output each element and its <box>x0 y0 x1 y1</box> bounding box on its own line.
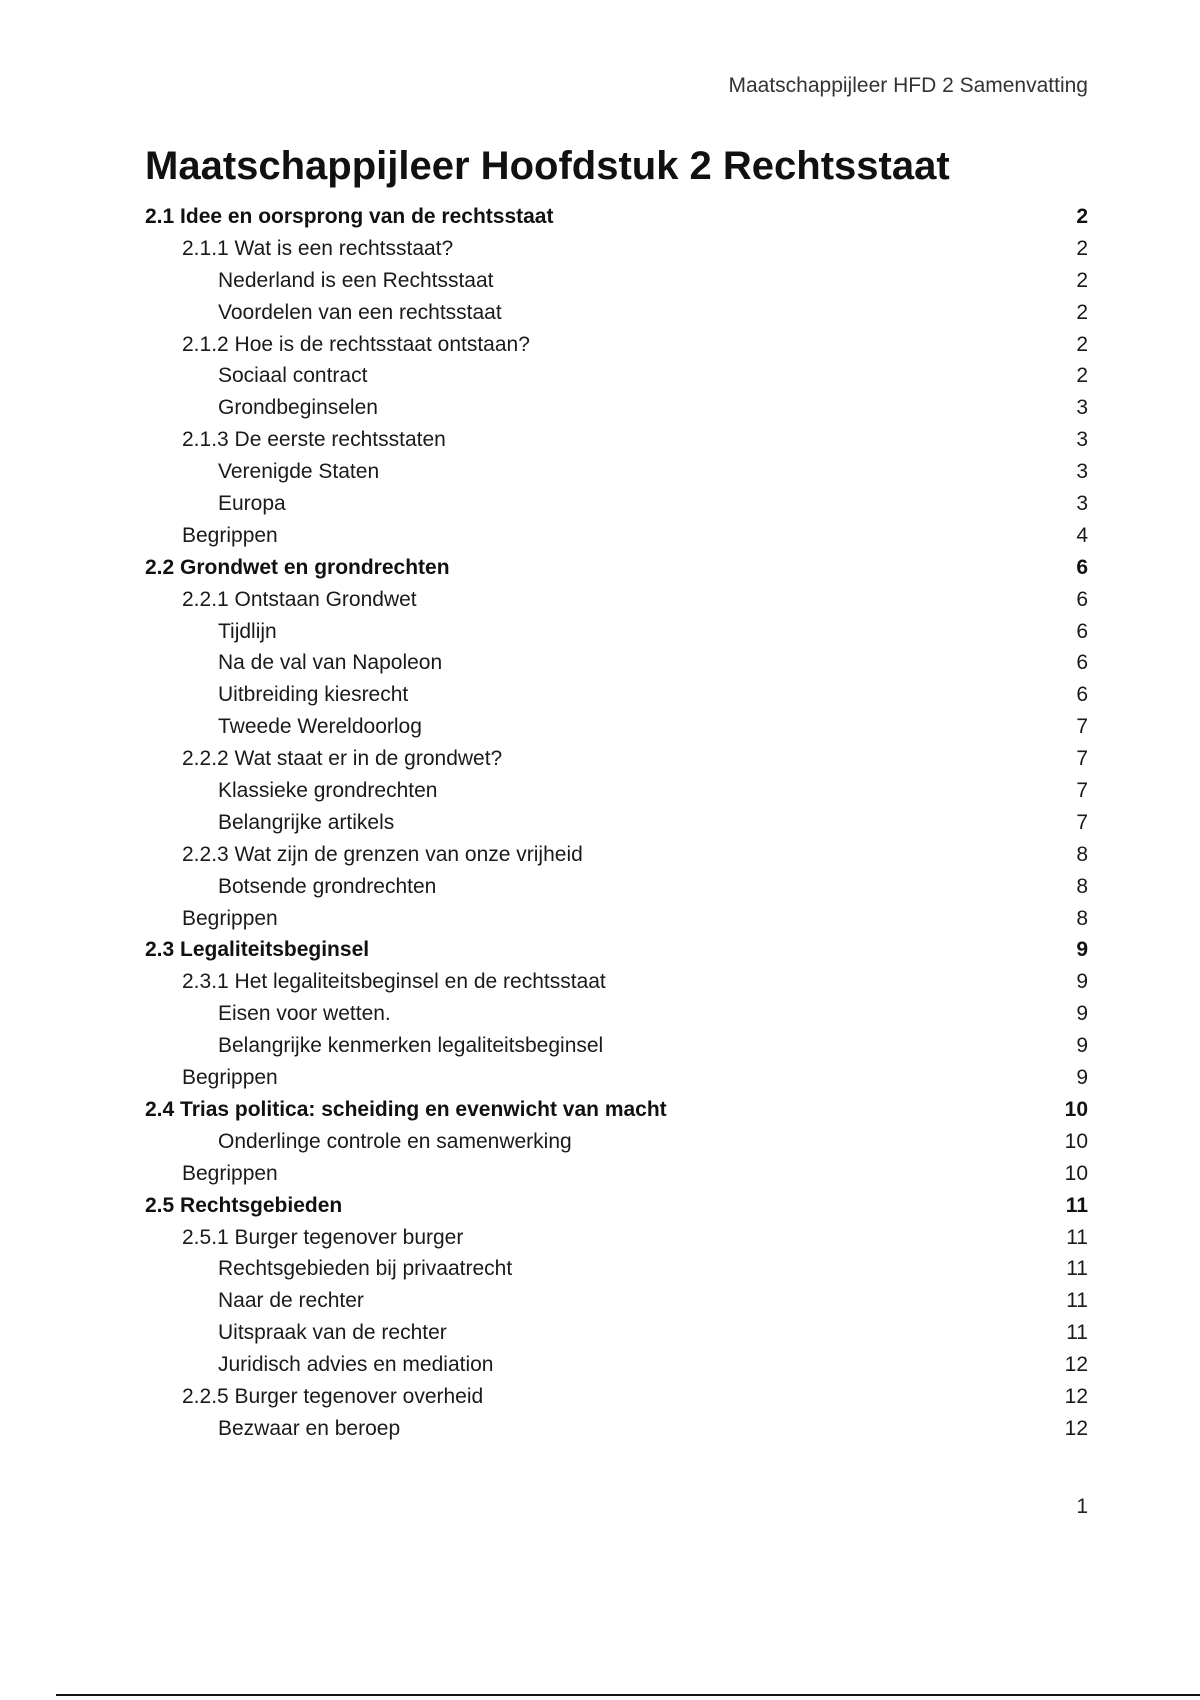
toc-entry[interactable] <box>145 998 1088 1030</box>
toc-entry[interactable] <box>145 1094 1088 1126</box>
toc-entry-label: Eisen voor wetten. <box>218 1002 391 1026</box>
running-header: Maatschappijleer HFD 2 Samenvatting <box>728 74 1088 97</box>
toc-entry-label: 2.2.1 Ontstaan Grondwet <box>182 587 417 611</box>
toc-entry[interactable] <box>145 1349 1088 1381</box>
toc-entry-label: Uitbreiding kiesrecht <box>218 683 409 707</box>
toc-entry-label: 2.3 Legaliteitsbeginsel <box>145 938 370 962</box>
toc-entry[interactable] <box>145 679 1088 711</box>
toc-entry[interactable] <box>145 647 1088 679</box>
toc-entry[interactable] <box>145 1253 1088 1285</box>
toc-entry-page: 6 <box>1076 555 1088 579</box>
toc-entry-page: 3 <box>1076 396 1088 420</box>
toc-entry-page: 12 <box>1064 1416 1088 1440</box>
toc-entry-page: 9 <box>1076 1066 1088 1090</box>
toc-entry-label: Begrippen <box>182 523 278 547</box>
toc-entry-label: Nederland is een Rechtsstaat <box>218 268 494 292</box>
toc-entry[interactable] <box>145 456 1088 488</box>
toc-entry-label: Begrippen <box>182 1066 278 1090</box>
toc-entry-label: Juridisch advies en mediation <box>218 1353 494 1377</box>
document-title: Maatschappijleer Hoofdstuk 2 Rechtsstaat <box>145 144 950 188</box>
toc-entry-label: 2.2.2 Wat staat er in de grondwet? <box>182 747 503 771</box>
toc-entry-page: 9 <box>1076 1002 1088 1026</box>
toc-entry-label: 2.1 Idee en oorsprong van de rechtsstaat <box>145 205 554 228</box>
toc-entry-page: 2 <box>1076 268 1088 292</box>
toc-entry-page: 6 <box>1076 619 1088 643</box>
toc-entry[interactable] <box>145 711 1088 743</box>
table-of-contents <box>145 201 1088 1445</box>
toc-entry-page: 7 <box>1076 715 1088 739</box>
toc-entry-label: Rechtsgebieden bij privaatrecht <box>218 1257 513 1281</box>
toc-entry-page: 11 <box>1065 1193 1088 1217</box>
toc-entry[interactable] <box>145 233 1088 265</box>
toc-entry-label: 2.3.1 Het legaliteitsbeginsel en de rechtsstaat <box>182 970 606 994</box>
toc-entry-page: 12 <box>1064 1384 1088 1408</box>
toc-entry[interactable] <box>145 807 1088 839</box>
toc-entry-page: 3 <box>1076 460 1088 484</box>
toc-entry-page: 2 <box>1076 236 1088 260</box>
toc-entry-page: 7 <box>1076 747 1088 771</box>
toc-entry-label: Naar de rechter <box>218 1289 364 1313</box>
toc-entry-page: 9 <box>1076 938 1088 962</box>
toc-entry[interactable] <box>145 934 1088 966</box>
toc-entry-page: 8 <box>1076 842 1088 866</box>
toc-entry-label: Botsende grondrechten <box>218 874 437 898</box>
toc-entry-label: 2.5 Rechtsgebieden <box>145 1193 343 1217</box>
toc-entry-page: 11 <box>1066 1225 1088 1249</box>
toc-entry-page: 10 <box>1064 1161 1088 1185</box>
toc-entry-page: 11 <box>1066 1257 1088 1281</box>
toc-entry[interactable] <box>145 1317 1088 1349</box>
toc-entry-page: 8 <box>1076 906 1088 930</box>
toc-entry-page: 6 <box>1076 683 1088 707</box>
toc-entry-label: Sociaal contract <box>218 364 368 388</box>
toc-entry-label: Tweede Wereldoorlog <box>218 715 422 739</box>
toc-entry-page: 2 <box>1076 364 1088 388</box>
toc-entry-page: 6 <box>1076 587 1088 611</box>
toc-entry[interactable] <box>145 1158 1088 1190</box>
toc-entry-page: 4 <box>1076 523 1088 547</box>
toc-entry-page: 8 <box>1076 874 1088 898</box>
toc-entry[interactable] <box>145 1190 1088 1222</box>
toc-entry-label: Na de val van Napoleon <box>218 651 443 675</box>
toc-entry-page: 7 <box>1076 810 1088 834</box>
toc-entry-page: 10 <box>1064 1097 1088 1121</box>
toc-entry-label: Onderlinge controle en samenwerking <box>218 1129 572 1153</box>
toc-entry-label: 2.4 Trias politica: scheiding en evenwicht van macht <box>145 1097 667 1121</box>
toc-entry[interactable] <box>145 903 1088 935</box>
toc-entry[interactable] <box>145 966 1088 998</box>
toc-entry[interactable] <box>145 775 1088 807</box>
toc-entry[interactable] <box>145 1030 1088 1062</box>
toc-entry-page: 7 <box>1076 779 1088 803</box>
toc-entry[interactable] <box>145 265 1088 297</box>
toc-entry-label: Grondbeginselen <box>218 396 378 420</box>
toc-entry-label: Begrippen <box>182 906 278 930</box>
toc-entry-label: Belangrijke artikels <box>218 810 395 834</box>
toc-entry-label: 2.1.2 Hoe is de rechtsstaat ontstaan? <box>182 332 530 356</box>
toc-entry-page: 11 <box>1066 1321 1088 1345</box>
toc-entry[interactable] <box>145 871 1088 903</box>
bottom-divider <box>56 1694 1200 1696</box>
toc-entry-page: 3 <box>1076 428 1088 452</box>
toc-entry-label: 2.2.3 Wat zijn de grenzen van onze vrijheid <box>182 842 583 866</box>
toc-entry-label: Begrippen <box>182 1161 278 1185</box>
toc-entry[interactable] <box>145 1062 1088 1094</box>
toc-entry[interactable] <box>145 743 1088 775</box>
toc-entry-page: 2 <box>1076 300 1088 324</box>
toc-entry[interactable] <box>145 297 1088 329</box>
toc-entry-label: Europa <box>218 492 286 516</box>
toc-entry-label: Belangrijke kenmerken legaliteitsbeginsel <box>218 1034 604 1058</box>
toc-entry[interactable] <box>145 488 1088 520</box>
toc-entry-label: Voordelen van een rechtsstaat <box>218 300 502 324</box>
toc-entry[interactable] <box>145 839 1088 871</box>
toc-entry-label: Klassieke grondrechten <box>218 779 438 803</box>
toc-entry[interactable] <box>145 424 1088 456</box>
toc-entry[interactable] <box>145 552 1088 584</box>
toc-entry[interactable] <box>145 1126 1088 1158</box>
toc-entry[interactable] <box>145 616 1088 648</box>
toc-entry-page: 6 <box>1076 651 1088 675</box>
toc-entry-page: 2 <box>1076 205 1088 228</box>
toc-entry-page: 9 <box>1076 970 1088 994</box>
toc-entry-page: 3 <box>1076 492 1088 516</box>
toc-entry[interactable] <box>145 584 1088 616</box>
page-number: 1 <box>1076 1495 1088 1518</box>
toc-entry-page: 12 <box>1064 1353 1088 1377</box>
toc-entry[interactable] <box>145 1413 1088 1445</box>
toc-entry-page: 9 <box>1076 1034 1088 1058</box>
toc-entry-page: 10 <box>1064 1129 1088 1153</box>
toc-entry[interactable] <box>145 1222 1088 1254</box>
toc-entry[interactable] <box>145 360 1088 392</box>
toc-entry-label: Uitspraak van de rechter <box>218 1321 447 1345</box>
toc-entry[interactable] <box>145 1381 1088 1413</box>
toc-entry-label: 2.1.1 Wat is een rechtsstaat? <box>182 236 454 260</box>
toc-entry[interactable] <box>145 1285 1088 1317</box>
toc-entry-label: 2.5.1 Burger tegenover burger <box>182 1225 464 1249</box>
toc-entry-label: Tijdlijn <box>218 619 277 643</box>
toc-entry-page: 11 <box>1066 1289 1088 1313</box>
toc-entry[interactable] <box>145 520 1088 552</box>
toc-entry[interactable] <box>145 201 1088 233</box>
toc-entry-page: 2 <box>1076 332 1088 356</box>
toc-entry-label: 2.1.3 De eerste rechtsstaten <box>182 428 446 452</box>
toc-entry-label: Verenigde Staten <box>218 460 380 484</box>
toc-entry[interactable] <box>145 392 1088 424</box>
toc-entry-label: 2.2 Grondwet en grondrechten <box>145 555 450 579</box>
toc-entry-label: Bezwaar en beroep <box>218 1416 401 1440</box>
toc-entry[interactable] <box>145 329 1088 361</box>
toc-entry-label: 2.2.5 Burger tegenover overheid <box>182 1384 484 1408</box>
